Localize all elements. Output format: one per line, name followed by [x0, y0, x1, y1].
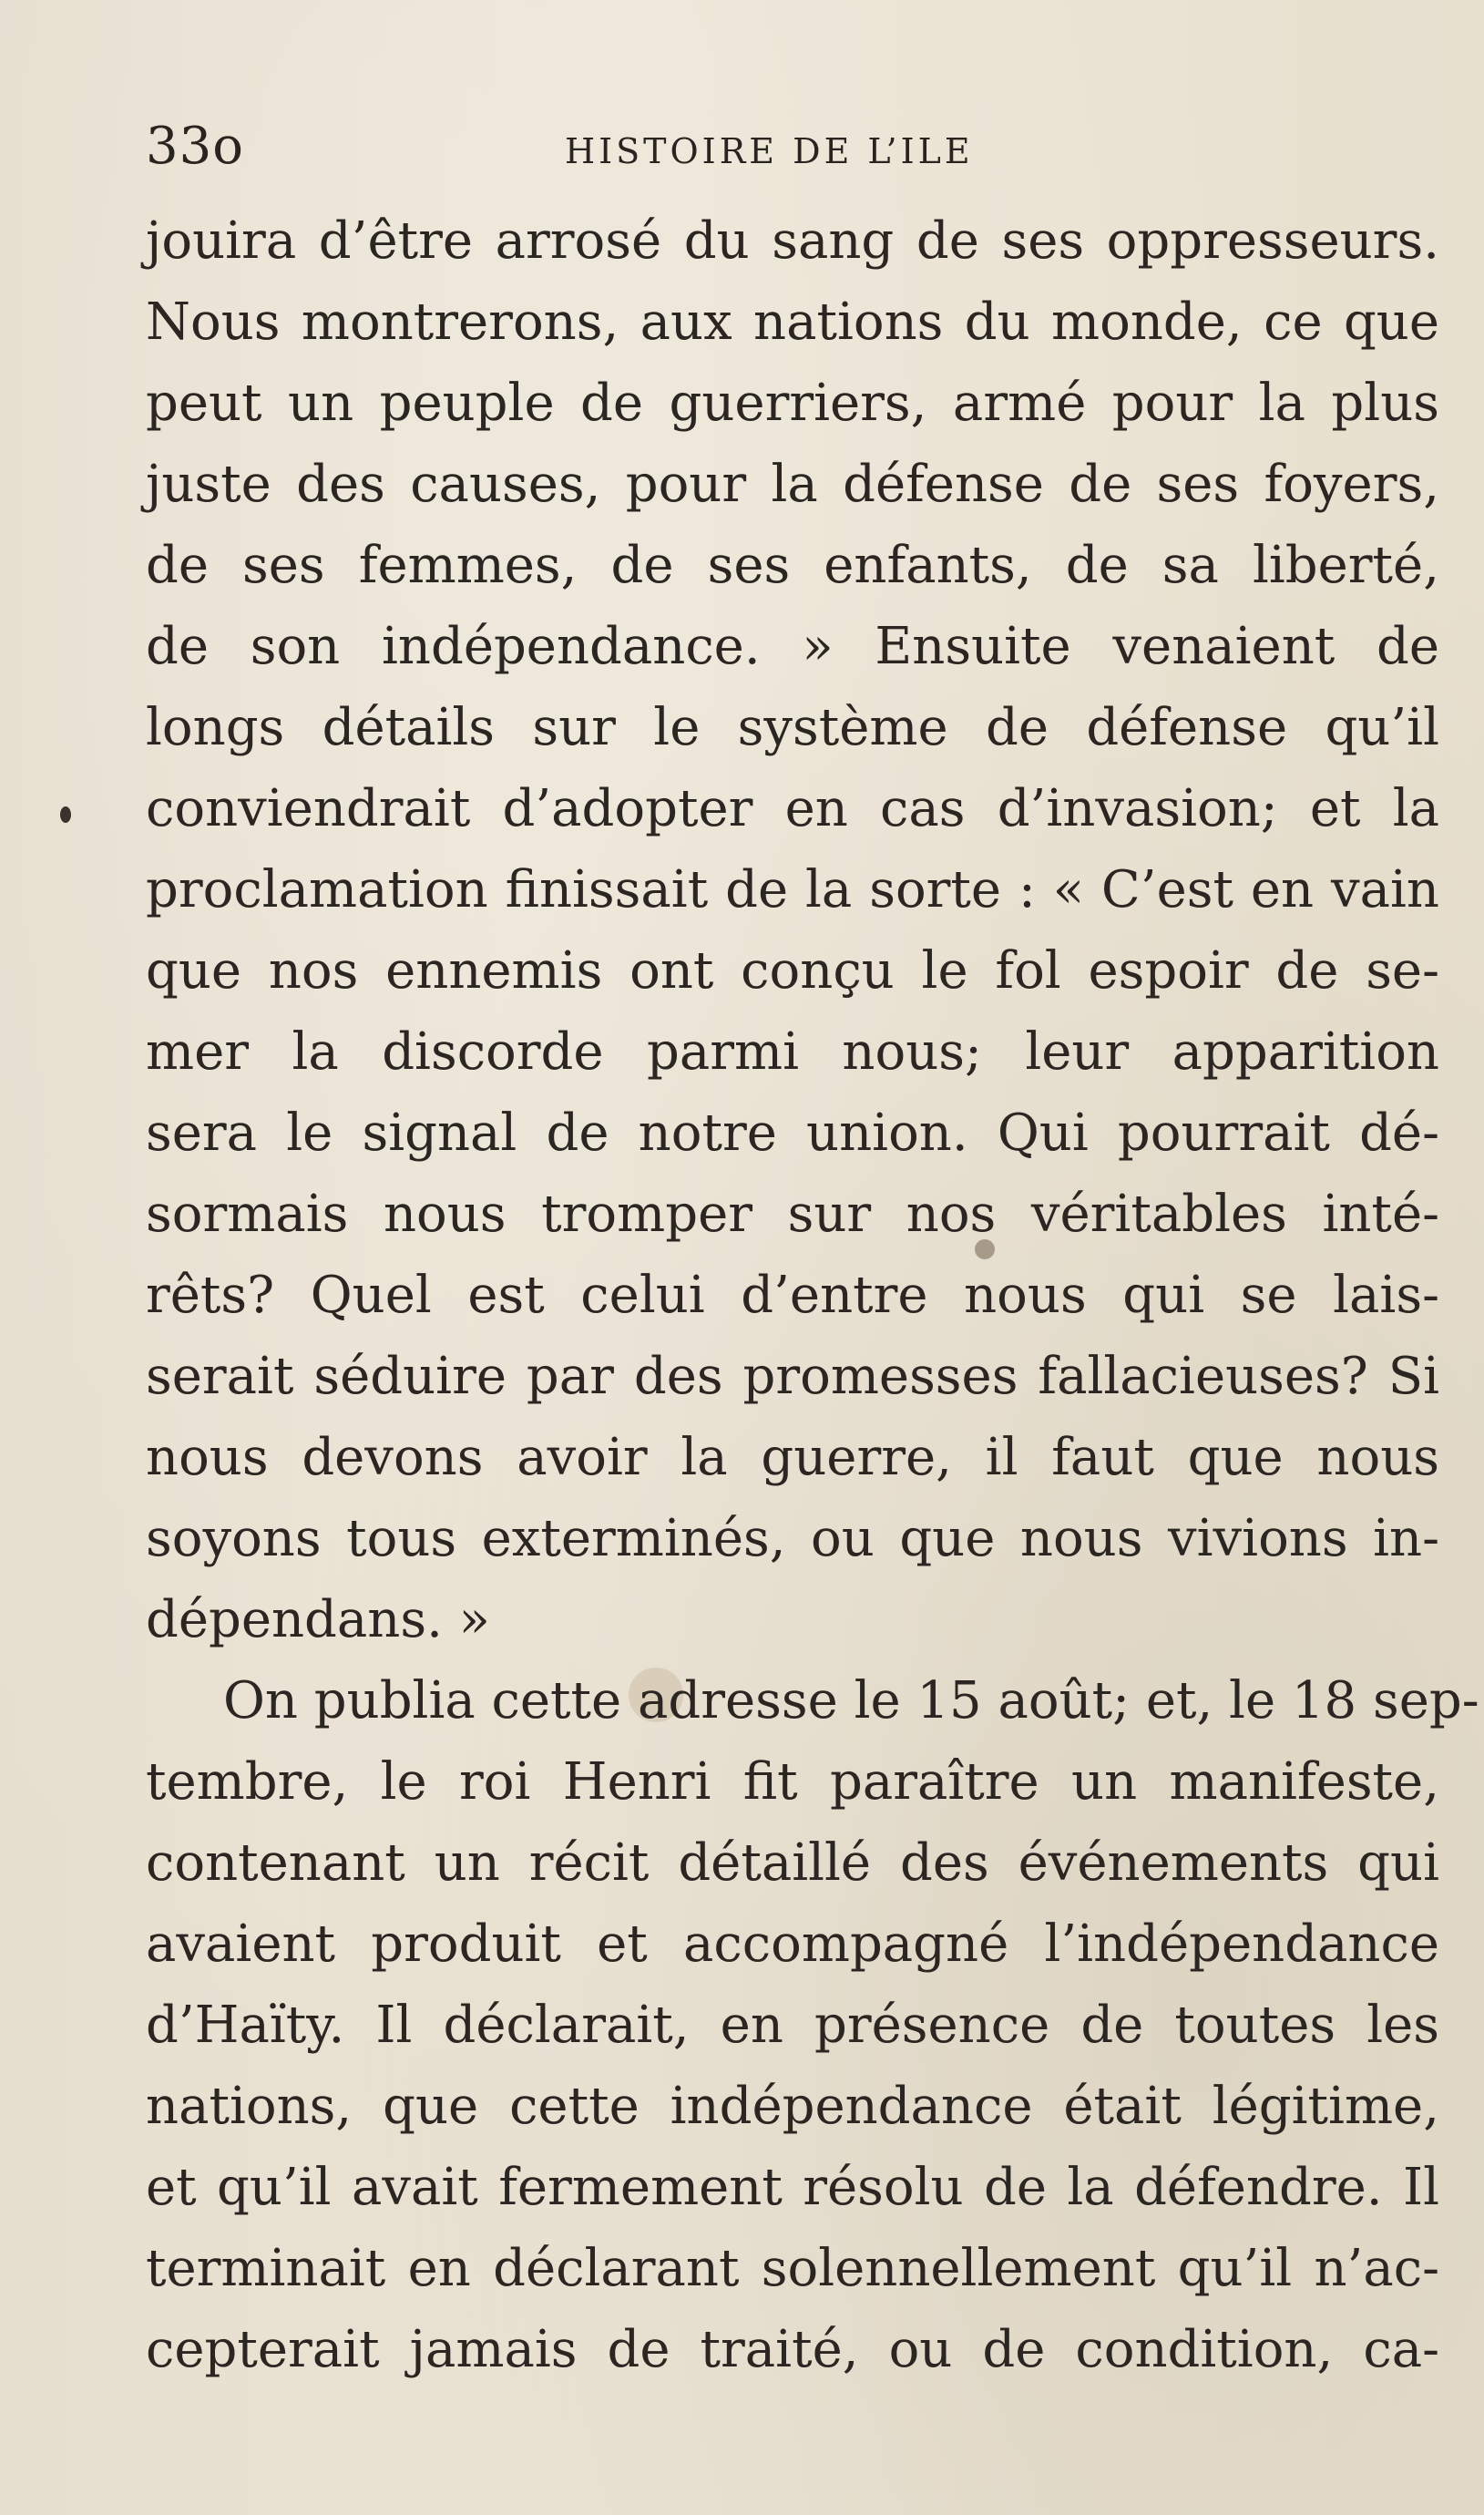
text-line: jouira d’être arrosé du sang de ses oppresseurs. [146, 211, 1439, 271]
running-head: HISTOIRE DE L’ILE [565, 131, 974, 171]
text-line: nations, que cette indépendance était légitime, [146, 2077, 1439, 2136]
text-line: de ses femmes, de ses enfants, de sa liberté, [146, 536, 1439, 595]
text-line: mer la discorde parmi nous; leur apparition [146, 1022, 1439, 1082]
text-line: serait séduire par des promesses fallacieuses? Si [146, 1347, 1439, 1406]
text-line: que nos ennemis ont conçu le fol espoir de se- [146, 941, 1439, 1001]
text-line: proclamation finissait de la sorte : « C’est en vain [146, 860, 1439, 919]
text-line: nous devons avoir la guerre, il faut que nous [146, 1428, 1439, 1487]
margin-mark [60, 806, 71, 823]
text-line: cepterait jamais de traité, ou de condition, ca- [146, 2320, 1439, 2379]
page-number: 33o [146, 117, 244, 176]
paragraph-start-line: On publia cette adresse le 15 août; et, le 18 sep- [223, 1671, 1479, 1730]
page-header [146, 117, 1330, 190]
text-line: contenant un récit détaillé des événements qui [146, 1833, 1439, 1893]
text-line: rêts? Quel est celui d’entre nous qui se lais- [146, 1266, 1439, 1325]
text-line: sormais nous tromper sur nos véritables inté- [146, 1185, 1439, 1244]
text-line: tembre, le roi Henri fit paraître un manifeste, [146, 1752, 1439, 1812]
text-line: sera le signal de notre union. Qui pourrait dé- [146, 1104, 1439, 1163]
text-line: de son indépendance. » Ensuite venaient de [146, 617, 1439, 676]
text-line: terminait en déclarant solennellement qu’il n’ac- [146, 2239, 1439, 2298]
text-line: conviendrait d’adopter en cas d’invasion; et la [146, 779, 1439, 838]
body-text [146, 200, 1479, 2390]
text-line: juste des causes, pour la défense de ses foyers, [146, 455, 1439, 514]
text-line: avaient produit et accompagné l’indépendance [146, 1914, 1439, 1974]
paragraph-end-line: dépendans. » [146, 1590, 490, 1649]
text-line: Nous montrerons, aux nations du monde, ce que [146, 293, 1439, 352]
text-line: et qu’il avait fermement résolu de la défendre. Il [146, 2158, 1439, 2217]
text-line: soyons tous exterminés, ou que nous vivions in- [146, 1509, 1439, 1568]
text-line: peut un peuple de guerriers, armé pour la plus [146, 374, 1439, 433]
text-line: longs détails sur le système de défense qu’il [146, 698, 1439, 757]
text-line: d’Haïty. Il déclarait, en présence de toutes les [146, 1996, 1439, 2055]
